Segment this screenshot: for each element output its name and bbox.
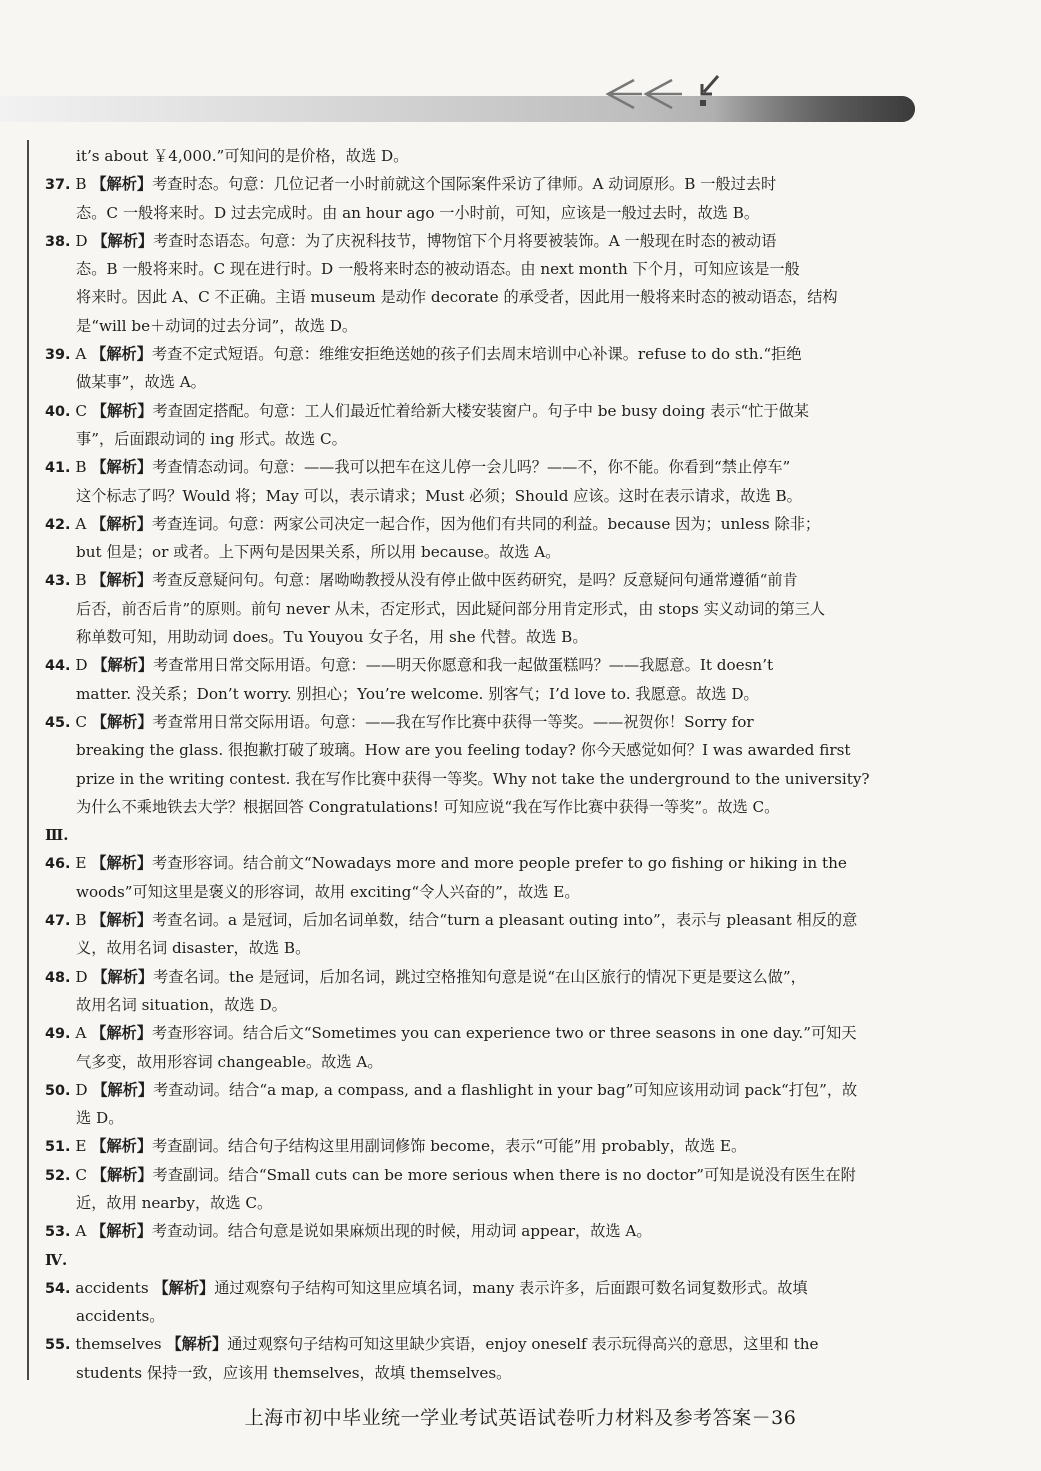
section-heading-3: Ⅲ. [45,826,69,845]
q37-line-2: 态。C 一般将来时。D 过去完成时。由 an hour ago 一小时前，可知，应该是一般过去时，故选 B。 [76,203,760,222]
q40-line-2: 事”，后面跟动词的 ing 形式。故选 C。 [76,429,347,448]
answer-content [45,142,915,1387]
q47-line-1: 47. B 【解析】考查名词。a 是冠词，后加名词单数，结合“turn a pleasant outing into”，表示与 pleasant 相反的意 [45,911,858,930]
q55-line-2: students 保持一致，应该用 themselves，故填 themselves。 [76,1363,512,1382]
q38-line-4: 是“will be＋动词的过去分词”，故选 D。 [76,316,358,335]
q45-line-4: 为什么不乘地铁去大学？根据回答 Congratulations! 可知应说“我在写作比赛中获得一等奖”。故选 C。 [76,797,780,816]
section-heading-4: Ⅳ. [45,1250,68,1269]
q52-line-2: 近，故用 nearby，故选 C。 [76,1193,273,1212]
q39-line-2: 做某事”，故选 A。 [76,373,206,392]
q50-line-1: 50. D 【解析】考查动词。结合“a map, a compass, and a flashlight in your bag”可知应该用动词 pack“打包”，故 [45,1080,858,1099]
q50-line-2: 选 D。 [76,1109,124,1128]
q37-line-1: 37. B 【解析】考查时态。句意：几位记者一小时前就这个国际案件采访了律师。A 动词原形。B 一般过去时 [45,175,777,194]
q53-line-1: 53. A 【解析】考查动词。结合句意是说如果麻烦出现的时候，用动词 appear，故选 A。 [45,1222,652,1241]
q38-line-3: 将来时。因此 A、C 不正确。主语 museum 是动作 decorate 的承受者，因此用一般将来时态的被动语态，结构 [76,288,838,307]
q44-line-2: matter. 没关系；Don’t worry. 别担心；You’re welcome. 别客气；I’d love to. 我愿意。故选 D。 [76,684,759,703]
q38-line-1: 38. D 【解析】考查时态语态。句意：为了庆祝科技节，博物馆下个月将要被装饰。A 一般现在时态的被动语 [45,231,777,250]
header-band-shade [715,96,915,122]
q54-line-2: accidents。 [76,1307,165,1326]
page-footer: 上海市初中毕业统一学业考试英语试卷听力材料及参考答案－36 [244,1407,797,1429]
q48-line-1: 48. D 【解析】考查名词。the 是冠词，后加名词，跳过空格推知句意是说“在山区旅行的情况下更是要这么做”， [45,967,806,986]
q51-line-1: 51. E 【解析】考查副词。结合句子结构这里用副词修饰 become，表示“可能”用 probably，故选 E。 [45,1137,747,1156]
q45-line-3: prize in the writing contest. 我在写作比赛中获得一等奖。Why not take the underground to the university? [76,769,870,788]
q40-line-1: 40. C 【解析】考查固定搭配。句意：工人们最近忙着给新大楼安装窗户。句子中 be busy doing 表示“忙于做某 [45,401,809,420]
q49-line-2: 气多变，故用形容词 changeable。故选 A。 [76,1052,383,1071]
q41-line-2: 这个标志了吗？Would 将；May 可以，表示请求；Must 必须；Should 应该。这时在表示请求，故选 B。 [76,486,802,505]
q45-line-1: 45. C 【解析】考查常用日常交际用语。句意：——我在写作比赛中获得一等奖。——祝贺你！Sorry for [45,712,754,731]
q48-line-2: 故用名词 situation，故选 D。 [76,995,287,1014]
q43-line-2: 后否，前否后肯”的原则。前句 never 从未，否定形式，因此疑问部分用肯定形式，由 stops 实义动词的第三人 [76,599,826,618]
q38-line-2: 态。B 一般将来时。C 现在进行时。D 一般将来时态的被动语态。由 next month 下个月，可知应该是一般 [76,260,800,279]
left-margin-rule [27,140,29,1380]
q42-line-2: but 但是；or 或者。上下两句是因果关系，所以用 because。故选 A。 [76,543,561,562]
q49-line-1: 49. A 【解析】考查形容词。结合后文“Sometimes you can experience two or three seasons in one day.”可知天 [45,1024,857,1043]
q43-line-1: 43. B 【解析】考查反意疑问句。句意：屠呦呦教授从没有停止做中医药研究，是吗？反意疑问句通常遵循“前肯 [45,571,798,590]
q36-line-1: it’s about ￥4,000.”可知问的是价格，故选 D。 [76,147,409,165]
q45-line-2: breaking the glass. 很抱歉打破了玻璃。How are you feeling today? 你今天感觉如何？I was awarded first [76,741,851,760]
q42-line-1: 42. A 【解析】考查连词。句意：两家公司决定一起合作，因为他们有共同的利益。because 因为；unless 除非； [45,514,821,533]
q46-line-1: 46. E 【解析】考查形容词。结合前文“Nowadays more and more people prefer to go fishing or hiking in the [45,854,847,873]
q54-line-1: 54. accidents 【解析】通过观察句子结构可知这里应填名词，many 表示许多，后面跟可数名词复数形式。故填 [45,1278,808,1297]
q43-line-3: 称单数可知，用助动词 does。Tu Youyou 女子名，用 she 代替。故选 B。 [76,628,588,647]
q46-line-2: woods”可知这里是褒义的形容词，故用 exciting“令人兴奋的”，故选 E。 [76,882,580,901]
q55-line-1: 55. themselves 【解析】通过观察句子结构可知这里缺少宾语，enjoy oneself 表示玩得高兴的意思，这里和 the [45,1335,819,1354]
q52-line-1: 52. C 【解析】考查副词。结合“Small cuts can be more serious when there is no doctor”可知是说没有医生在附 [45,1165,856,1184]
q39-line-1: 39. A 【解析】考查不定式短语。句意：维维安拒绝送她的孩子们去周末培训中心补课。refuse to do sth.“拒绝 [45,345,802,364]
double-arrow-left-icon [602,72,732,112]
q47-line-2: 义，故用名词 disaster，故选 B。 [76,939,311,958]
q44-line-1: 44. D 【解析】考查常用日常交际用语。句意：——明天你愿意和我一起做蛋糕吗？——我愿意。It doesn’t [45,656,774,675]
q41-line-1: 41. B 【解析】考查情态动词。句意：——我可以把车在这儿停一会儿吗？——不，你不能。你看到“禁止停车” [45,458,791,477]
